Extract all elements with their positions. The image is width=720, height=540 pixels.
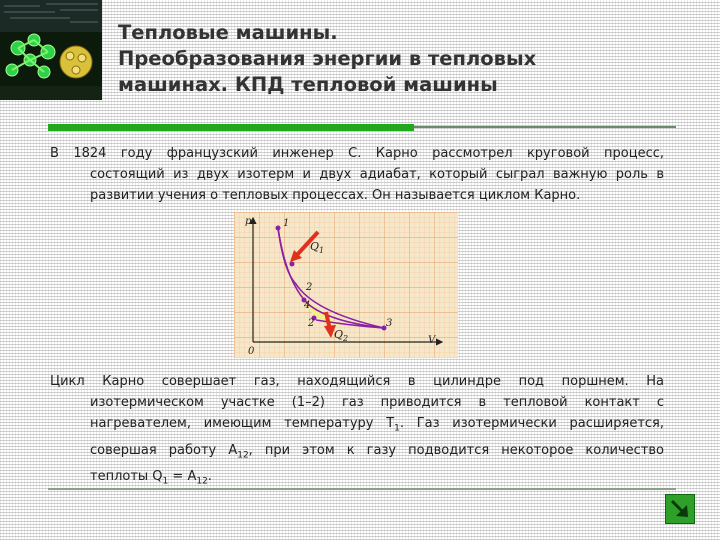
desc-line-1: Цикл Карно совершает газ, находящийся в цилиндре под поршнем. На [50, 374, 664, 389]
arrow-down-right-icon [666, 495, 694, 523]
intro-line-3: развитии учения о тепловых процессах. Он называется циклом Карно. [90, 188, 581, 203]
footer-divider [48, 488, 676, 490]
intro-line-1: В 1824 году французский инженер С. Карно рассмотрел круговой процесс, [50, 146, 664, 161]
origin-label: 0 [248, 346, 255, 357]
title-divider-accent [48, 124, 414, 131]
next-slide-button[interactable] [665, 494, 695, 524]
desc-line-2: изотермическом участке (1–2) газ приводится в тепловой контакт с [90, 395, 664, 410]
state-point-2 [290, 262, 295, 267]
cycle-description-paragraph [50, 371, 664, 493]
state-point-1 [276, 226, 281, 231]
point-3-label: 3 [386, 318, 393, 329]
intro-line-2: состоящий из двух изотерм и двух адиабат, который сыграл важную роль в [90, 167, 664, 182]
desc-line-3: нагревателем, имеющим температуру $T_1$. Газ изотермически расширяется, [90, 416, 664, 434]
carnot-pv-plot [234, 212, 458, 358]
volume-axis-label: V [428, 335, 436, 346]
intro-paragraph [50, 143, 664, 206]
carnot-cycle-diagram [234, 212, 458, 358]
point-2-label: 2 [306, 282, 313, 293]
chemistry-collage-icon [0, 0, 102, 100]
desc-line-5: теплоты $Q_1 = A_{12}$. [90, 469, 212, 487]
title-line-1: Тепловые машины. [118, 21, 338, 44]
point-a-label: 2 [308, 318, 315, 329]
corner-decoration-image [0, 0, 102, 100]
title-line-2: Преобразования энергии в тепловых [118, 47, 537, 70]
heat-in-label: $Q_1$ [310, 240, 325, 255]
title-line-3: машинах. КПД тепловой машины [118, 73, 498, 96]
page-title [118, 20, 678, 98]
desc-line-4: совершая работу $A_{12}$, при этом к газу подводится некоторое количество [90, 442, 664, 461]
point-1-label: 1 [283, 218, 290, 229]
heat-out-label: $Q_2$ [334, 328, 349, 343]
point-4-label: 4 [304, 300, 311, 311]
pressure-axis-label: p [245, 216, 252, 227]
